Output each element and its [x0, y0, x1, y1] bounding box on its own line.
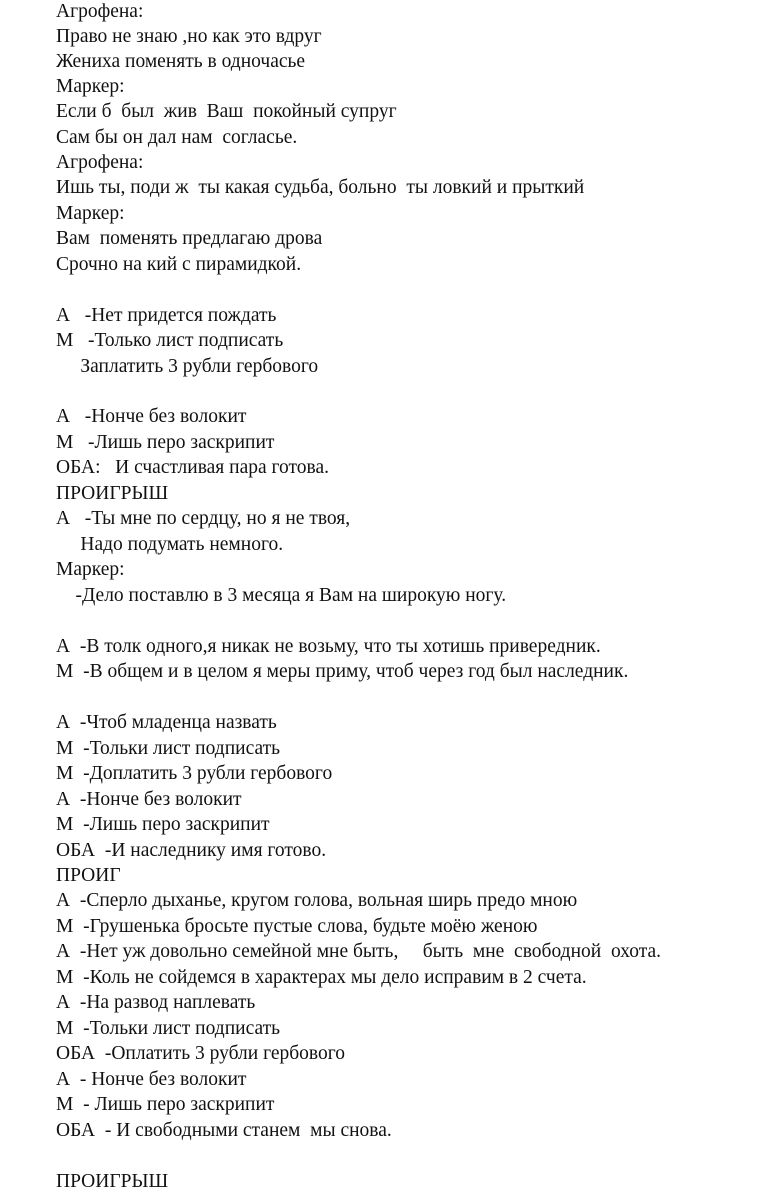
text-line: Заплатить 3 рубли гербового [56, 356, 319, 377]
text-line: А -Сперло дыханье, кругом голова, вольная ширь предо мною [56, 890, 578, 911]
text-line: А -На развод наплевать [56, 992, 256, 1013]
text-line: М -Тольки лист подписать [56, 1018, 281, 1039]
text-line: ОБА -Оплатить 3 рубли гербового [56, 1043, 345, 1064]
text-line: -Дело поставлю в 3 месяца я Вам на широкую ногу. [56, 585, 507, 606]
text-line: Право не знаю ,но как это вдруг [56, 26, 322, 47]
text-line: А -Нонче без волокит [56, 789, 242, 810]
text-line: М - Лишь перо заскрипит [56, 1094, 275, 1115]
text-line: Маркер: [56, 203, 125, 224]
text-line: Агрофена: [56, 1, 144, 22]
text-line: Маркер: [56, 559, 125, 580]
text-line: Агрофена: [56, 152, 144, 173]
text-line: Ишь ты, поди ж ты какая судьба, больно ты ловкий и прыткий [56, 177, 585, 198]
text-line: М -Лишь перо заскрипит [56, 432, 275, 453]
section-heading: ПРОИГРЫШ [56, 1171, 169, 1192]
text-line: А -В толк одного,я никак не возьму, что ты хотишь привередник. [56, 636, 601, 657]
text-line: М -Только лист подписать [56, 330, 284, 351]
text-line: М -Грушенька бросьте пустые слова, будьте моёю женою [56, 916, 538, 937]
text-line: А -Нет уж довольно семейной мне быть, быть мне свободной охота. [56, 941, 661, 962]
text-line: Жениха поменять в одночасье [56, 51, 306, 72]
text-line: М -Лишь перо заскрипит [56, 814, 270, 835]
text-line: М -Коль не сойдемся в характерах мы дело исправим в 2 счета. [56, 967, 587, 988]
text-line: А -Чтоб младенца назвать [56, 712, 277, 733]
text-line: А -Ты мне по сердцу, но я не твоя, [56, 508, 351, 529]
text-line: М -В общем и в целом я меры приму, чтоб через год был наследник. [56, 661, 629, 682]
text-line: А -Нонче без волокит [56, 406, 247, 427]
text-line: Надо подумать немного. [56, 534, 284, 555]
text-line: ОБА - И свободными станем мы снова. [56, 1120, 392, 1141]
text-line: М -Тольки лист подписать [56, 738, 281, 759]
text-line: Сам бы он дал нам согласье. [56, 127, 298, 148]
text-line: Срочно на кий с пирамидкой. [56, 254, 302, 275]
text-line: ОБА -И наследнику имя готово. [56, 840, 327, 861]
text-line: А -Нет придется пождать [56, 305, 277, 326]
section-heading: ПРОИГ [56, 865, 121, 886]
section-heading: ПРОИГРЫШ [56, 483, 169, 504]
text-line: М -Доплатить 3 рубли гербового [56, 763, 333, 784]
text-line: Маркер: [56, 76, 125, 97]
text-line: А - Нонче без волокит [56, 1069, 247, 1090]
text-line: ОБА: И счастливая пара готова. [56, 457, 330, 478]
text-line: Вам поменять предлагаю дрова [56, 228, 323, 249]
text-line: Если б был жив Ваш покойный супруг [56, 101, 397, 122]
